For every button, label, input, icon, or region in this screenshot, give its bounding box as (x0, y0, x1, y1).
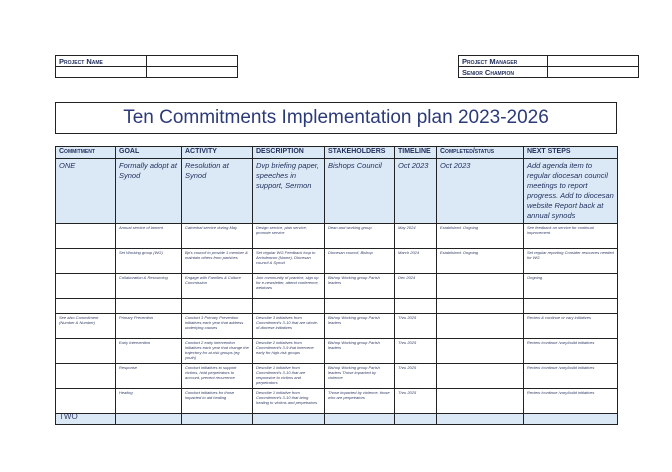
table-row (56, 314, 618, 339)
page-title: Ten Commitments Implementation plan 2023-2026 (55, 102, 617, 134)
table-cell[interactable]: Conduct initiatives to support victims, hold perpetrators to account, prevent recurrence (182, 364, 253, 389)
table-cell[interactable]: Early Intervention (116, 339, 182, 364)
table-cell[interactable] (437, 339, 524, 364)
table-cell[interactable]: Design service, plan service, promote service (253, 224, 325, 249)
table-cell[interactable]: See feedback on service for continual improvement (524, 224, 618, 249)
table-cell[interactable] (395, 299, 437, 314)
column-header-timeline: TIMELINE (395, 147, 437, 159)
table-cell[interactable] (437, 314, 524, 339)
table-cell[interactable]: Healing (116, 389, 182, 414)
table-cell[interactable] (524, 299, 618, 314)
implementation-plan-table (55, 146, 618, 425)
table-cell[interactable] (182, 414, 253, 425)
table-cell[interactable]: Primary Prevention (116, 314, 182, 339)
column-header-commitment: Commitment (56, 147, 116, 159)
project-manager-label: Project Manager (459, 56, 548, 67)
project-manager-table (458, 55, 639, 78)
table-cell[interactable] (437, 414, 524, 425)
table-row (56, 224, 618, 249)
senior-champion-field[interactable] (548, 67, 639, 78)
table-cell[interactable]: Bishop Working group Parish leaders (325, 339, 395, 364)
table-cell[interactable]: Bishop Working group Parish leaders (325, 274, 395, 299)
table-cell[interactable]: Review /continue /vary/build initiatives (524, 364, 618, 389)
table-cell[interactable]: Conduct 3 Primary Prevention initiatives each year that address underlying causes (182, 314, 253, 339)
table-cell[interactable]: Thru 2025 (395, 339, 437, 364)
table-cell[interactable] (56, 364, 116, 389)
column-header-description: DESCRIPTION (253, 147, 325, 159)
column-header-stakeholders: STAKEHOLDERS (325, 147, 395, 159)
table-row (56, 274, 618, 299)
project-name-blank-cell-2[interactable] (147, 67, 238, 78)
table-cell[interactable]: ONE (56, 159, 116, 224)
table-cell[interactable]: Bishops Council (325, 159, 395, 224)
table-row (56, 364, 618, 389)
column-header-activity: ACTIVITY (182, 147, 253, 159)
table-cell[interactable]: Describe 1 initiative from Commitment's 3-10 that bring healing to victims and perpetrators (253, 389, 325, 414)
table-cell[interactable]: Thru 2025 (395, 389, 437, 414)
table-cell[interactable]: Describe 2 initiatives from Commitment's 3-9 that intervene early for high-risk groups (253, 339, 325, 364)
table-cell[interactable] (116, 299, 182, 314)
table-cell[interactable]: Established. Ongoing (437, 249, 524, 274)
table-cell[interactable] (56, 224, 116, 249)
table-cell[interactable]: March 2024 (395, 249, 437, 274)
table-header-row (56, 147, 618, 159)
table-cell[interactable]: Conduct initiatives for those impacted to aid healing (182, 389, 253, 414)
table-cell[interactable] (524, 414, 618, 425)
table-row (56, 389, 618, 414)
table-cell[interactable]: Bishop Working group Parish leaders Those impacted by violence (325, 364, 395, 389)
table-cell[interactable]: Annual service of lament (116, 224, 182, 249)
table-cell[interactable]: Add agenda item to regular diocesan council meetings to report progress. Add to diocesan website Report back at annual synods (524, 159, 618, 224)
project-name-table (55, 55, 238, 78)
table-row (56, 249, 618, 274)
senior-champion-label: Senior Champion (459, 67, 548, 78)
table-cell[interactable] (56, 249, 116, 274)
table-cell[interactable]: TWO (56, 414, 116, 425)
table-cell[interactable] (56, 274, 116, 299)
table-cell[interactable]: Describe 3 initiatives from Commitment's 3-10 that are whole-of-diocese initiatives (253, 314, 325, 339)
table-cell[interactable]: Oct 2023 (395, 159, 437, 224)
table-cell[interactable]: Those impacted by violence, those who are perpetrators (325, 389, 395, 414)
table-cell[interactable]: Conduct 2 early intervention initiatives each year that change the trajectory for at-risk groups (eg youth) (182, 339, 253, 364)
table-cell[interactable]: Dean and working group (325, 224, 395, 249)
table-cell[interactable] (437, 299, 524, 314)
table-cell[interactable]: Set regular WG Feedback loop to Archdeacon (Name), Diocesan council & Synod (253, 249, 325, 274)
table-cell[interactable]: Formally adopt at Synod (116, 159, 182, 224)
column-header-status: Completed/status (437, 147, 524, 159)
project-manager-field[interactable] (548, 56, 639, 67)
table-cell[interactable] (437, 389, 524, 414)
table-cell[interactable]: Engage with Families & Culture Commission (182, 274, 253, 299)
table-cell[interactable]: Bp's council to provide 1 member & maintain others from parishes (182, 249, 253, 274)
table-row (56, 159, 618, 224)
project-name-blank-cell[interactable] (56, 67, 147, 78)
table-cell[interactable]: Review & continue or vary initiatives (524, 314, 618, 339)
table-cell[interactable]: Collaboration & Resourcing (116, 274, 182, 299)
table-cell[interactable]: Cathedral service during May (182, 224, 253, 249)
table-cell[interactable] (325, 299, 395, 314)
table-cell[interactable]: Describe 1 initiative from Commitment's 3-10 that are responsive to victims and perpetrators (253, 364, 325, 389)
table-cell[interactable]: Bishop Working group Parish leaders (325, 314, 395, 339)
table-cell[interactable]: Dec 2024 (395, 274, 437, 299)
table-cell[interactable]: Thru 2025 (395, 364, 437, 389)
table-cell[interactable] (182, 299, 253, 314)
table-cell[interactable] (325, 414, 395, 425)
table-cell[interactable]: Resolution at Synod (182, 159, 253, 224)
column-header-next-steps: NEXT STEPS (524, 147, 618, 159)
table-cell[interactable]: See also Commitment (Number & Number) (56, 314, 116, 339)
project-name-label: Project Name (56, 56, 147, 67)
table-cell[interactable] (437, 274, 524, 299)
table-cell[interactable]: Review /continue /vary/build initiatives (524, 389, 618, 414)
table-cell[interactable]: Join community of practice, sign up for e-newsletter, attend conference, webinars (253, 274, 325, 299)
table-cell[interactable] (116, 414, 182, 425)
table-cell[interactable]: Established. Ongoing (437, 224, 524, 249)
table-cell[interactable]: May 2024 (395, 224, 437, 249)
table-cell[interactable] (253, 414, 325, 425)
table-row (56, 299, 618, 314)
column-header-goal: GOAL (116, 147, 182, 159)
table-cell[interactable] (437, 364, 524, 389)
table-cell[interactable] (56, 339, 116, 364)
table-cell[interactable]: Ongoing (524, 274, 618, 299)
table-cell[interactable]: Diocesan council, Bishop (325, 249, 395, 274)
project-name-field[interactable] (147, 56, 238, 67)
table-cell[interactable]: Oct 2023 (437, 159, 524, 224)
table-cell[interactable]: Response (116, 364, 182, 389)
table-cell[interactable] (56, 299, 116, 314)
table-cell[interactable]: Thru 2025 (395, 314, 437, 339)
table-row (56, 339, 618, 364)
table-cell[interactable]: Set Working group (WG) (116, 249, 182, 274)
table-cell[interactable]: Review /continue /vary/build initiatives (524, 339, 618, 364)
table-cell[interactable] (395, 414, 437, 425)
table-cell[interactable]: Set regular reporting Consider resources needed for WG (524, 249, 618, 274)
table-cell[interactable] (56, 389, 116, 414)
table-row (56, 414, 618, 425)
table-cell[interactable]: Dvp briefing paper, speeches in support, Sermon (253, 159, 325, 224)
table-cell[interactable] (253, 299, 325, 314)
